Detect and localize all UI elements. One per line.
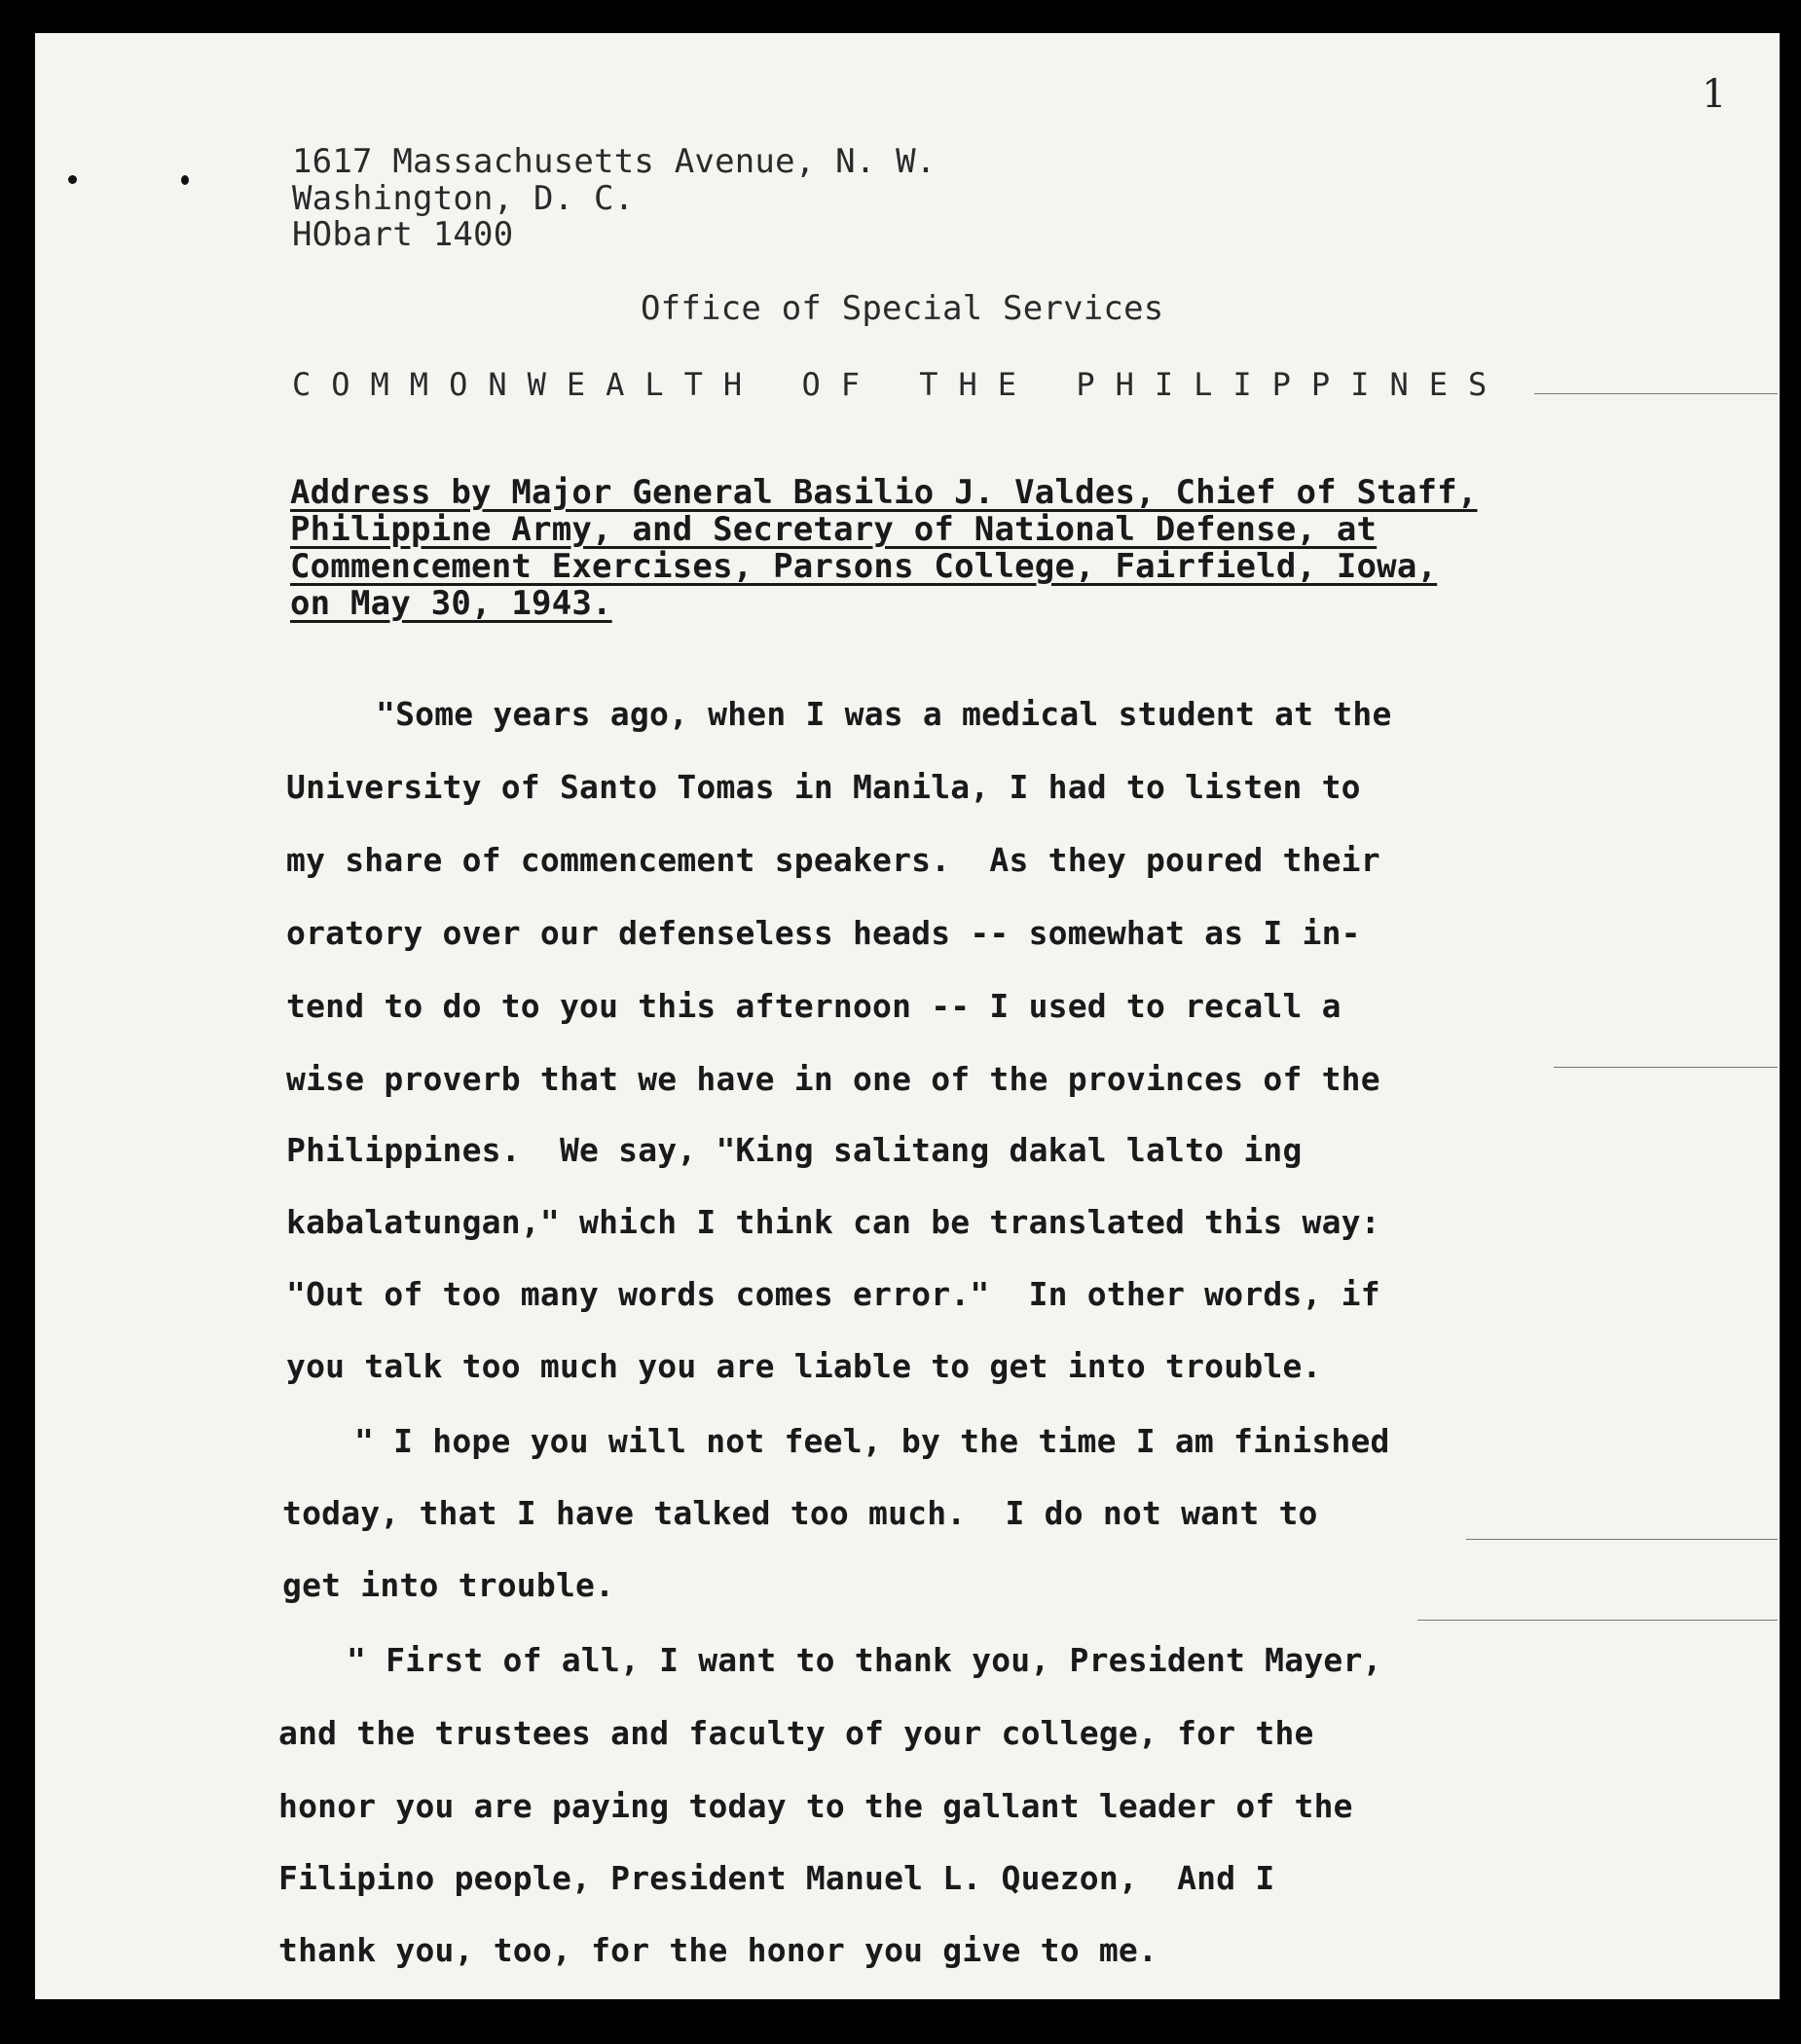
speech-line: "Out of too many words comes error." In other words, if xyxy=(286,1275,1380,1313)
office-heading: Office of Special Services xyxy=(641,289,1164,328)
scan-line xyxy=(1534,393,1778,394)
letterhead-city: Washington, D. C. xyxy=(292,179,635,218)
punch-hole-mark xyxy=(68,175,77,184)
speech-line: oratory over our defenseless heads -- somewhat as I in- xyxy=(286,914,1361,952)
address-title-line: Philippine Army, and Secretary of National Defense, at xyxy=(290,510,1378,549)
letterhead-phone: HObart 1400 xyxy=(292,215,514,254)
speech-line: wise proverb that we have in one of the provinces of the xyxy=(286,1060,1380,1098)
speech-line: today, that I have talked too much. I do not want to xyxy=(282,1494,1318,1532)
address-title-line: Address by Major General Basilio J. Valdes, Chief of Staff, xyxy=(290,473,1478,512)
page-number: 1 xyxy=(1702,72,1727,117)
speech-line: " I hope you will not feel, by the time I am finished xyxy=(354,1422,1390,1460)
speech-line: "Some years ago, when I was a medical student at the xyxy=(376,695,1392,733)
speech-line: kabalatungan," which I think can be translated this way: xyxy=(286,1203,1380,1241)
scan-line xyxy=(1554,1067,1778,1068)
speech-line: " First of all, I want to thank you, President Mayer, xyxy=(347,1641,1382,1679)
scan-line xyxy=(1466,1539,1778,1540)
speech-line: get into trouble. xyxy=(282,1566,615,1604)
speech-line: honor you are paying today to the gallant leader of the xyxy=(278,1787,1353,1825)
speech-line: University of Santo Tomas in Manila, I had to listen to xyxy=(286,768,1361,806)
speech-line: you talk too much you are liable to get into trouble. xyxy=(286,1347,1322,1385)
speech-line: tend to do to you this afternoon -- I used to recall a xyxy=(286,987,1342,1025)
address-title-line: Commencement Exercises, Parsons College, Fairfield, Iowa, xyxy=(290,547,1438,586)
scan-line xyxy=(1417,1620,1778,1621)
address-title-line: on May 30, 1943. xyxy=(290,584,612,623)
commonwealth-heading: COMMONWEALTH OF THE PHILIPPINES xyxy=(292,366,1508,403)
speech-line: and the trustees and faculty of your college, for the xyxy=(278,1714,1314,1752)
letterhead-address: 1617 Massachusetts Avenue, N. W. xyxy=(292,142,937,181)
punch-hole-mark xyxy=(181,175,189,185)
speech-line: my share of commencement speakers. As they poured their xyxy=(286,841,1380,879)
speech-line: thank you, too, for the honor you give to me. xyxy=(278,1931,1158,1969)
speech-line: Philippines. We say, "King salitang dakal lalto ing xyxy=(286,1131,1303,1169)
document-page xyxy=(35,33,1780,1999)
speech-line: Filipino people, President Manuel L. Quezon, And I xyxy=(278,1859,1275,1897)
